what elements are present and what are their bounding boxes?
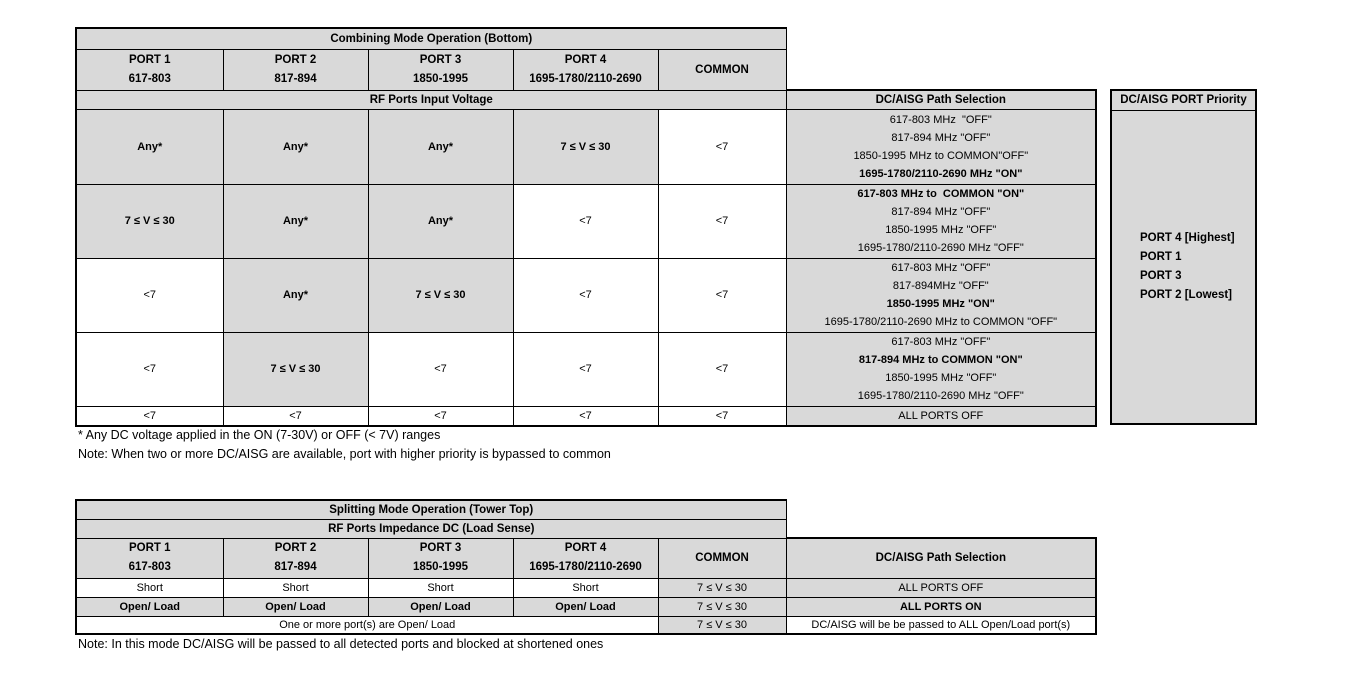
col-header-port4 — [513, 49, 658, 90]
impedance-span-cell: One or more port(s) are Open/ Load — [76, 616, 658, 634]
path-selection-cell — [786, 109, 1096, 184]
voltage-cell: 7 ≤ V ≤ 30 — [223, 332, 368, 406]
priority-item: PORT 3 — [1140, 270, 1182, 282]
path-line: 1850-1995 MHz "OFF" — [885, 372, 997, 384]
path-selection-cell — [786, 332, 1096, 406]
voltage-cell: Any* — [76, 109, 223, 184]
splitting-mode-table — [75, 499, 1097, 635]
port3-label: PORT 3 — [419, 53, 462, 66]
port3-label: PORT 3 — [419, 542, 462, 554]
path-line: 1695-1780/2110-2690 MHz "OFF" — [857, 242, 1024, 254]
voltage-cell: Any* — [223, 258, 368, 332]
path-line: 617-803 MHz "OFF" — [889, 113, 992, 126]
path-selection-cell: DC/AISG will be be passed to ALL Open/Load port(s) — [786, 616, 1096, 634]
priority-panel-body — [1112, 111, 1255, 423]
path-selection-header: DC/AISG Path Selection — [786, 538, 1096, 578]
port1-label: PORT 1 — [128, 542, 171, 554]
path-line: ALL PORTS OFF — [898, 409, 984, 422]
port4-label: PORT 4 — [564, 53, 607, 66]
col-header-port2 — [223, 538, 368, 578]
voltage-cell: Any* — [223, 184, 368, 258]
spacer-cell — [786, 500, 1096, 519]
path-selection-cell: ALL PORTS ON — [786, 597, 1096, 616]
col-header-port2 — [223, 49, 368, 90]
voltage-cell: Any* — [223, 109, 368, 184]
port1-freq: 617-803 — [128, 72, 171, 85]
col-header-port4 — [513, 538, 658, 578]
common-voltage-cell: 7 ≤ V ≤ 30 — [658, 578, 786, 597]
voltage-cell: Any* — [368, 184, 513, 258]
port3-freq: 1850-1995 — [413, 561, 468, 573]
voltage-cell: <7 — [513, 184, 658, 258]
voltage-cell: 7 ≤ V ≤ 30 — [513, 109, 658, 184]
path-line: 817-894 MHz "OFF" — [891, 206, 991, 218]
col-header-port1 — [76, 49, 223, 90]
priority-item: PORT 1 — [1140, 251, 1182, 263]
dc-aisg-port-priority-panel — [1110, 89, 1257, 425]
voltage-cell: 7 ≤ V ≤ 30 — [368, 258, 513, 332]
path-selection-header: DC/AISG Path Selection — [786, 90, 1096, 109]
path-line-active: 1695-1780/2110-2690 MHz "ON" — [859, 167, 1023, 180]
footnote-priority-note: Note: When two or more DC/AISG are available, port with higher priority is bypassed to common — [78, 447, 611, 461]
voltage-cell: <7 — [76, 258, 223, 332]
combining-mode-table — [75, 27, 1097, 427]
impedance-cell: Open/ Load — [223, 597, 368, 616]
footnote-asterisk: * Any DC voltage applied in the ON (7-30V) or OFF (< 7V) ranges — [78, 428, 441, 442]
voltage-cell: 7 ≤ V ≤ 30 — [76, 184, 223, 258]
splitting-table-title: Splitting Mode Operation (Tower Top) — [76, 500, 786, 519]
path-selection-cell — [786, 258, 1096, 332]
port4-freq: 1695-1780/2110-2690 — [529, 561, 642, 573]
voltage-cell: <7 — [368, 332, 513, 406]
path-line-active: 1850-1995 MHz "ON" — [886, 298, 995, 310]
port1-label: PORT 1 — [128, 53, 171, 66]
port4-freq: 1695-1780/2110-2690 — [529, 72, 642, 85]
voltage-cell: <7 — [223, 406, 368, 426]
path-line-active: 617-803 MHz to COMMON "ON" — [857, 188, 1025, 200]
path-line: 817-894MHz "OFF" — [892, 280, 989, 292]
spacer-cell — [786, 49, 1096, 90]
path-line: 617-803 MHz "OFF" — [891, 262, 991, 274]
col-header-common: COMMON — [658, 538, 786, 578]
path-line: 1695-1780/2110-2690 MHz to COMMON "OFF" — [824, 316, 1058, 328]
voltage-cell: <7 — [658, 184, 786, 258]
footnote-splitting-note: Note: In this mode DC/AISG will be passed to all detected ports and blocked at shortened ones — [78, 637, 604, 651]
port2-freq: 817-894 — [274, 72, 317, 85]
impedance-cell: Open/ Load — [368, 597, 513, 616]
combining-table-title: Combining Mode Operation (Bottom) — [76, 28, 786, 49]
impedance-cell: Open/ Load — [513, 597, 658, 616]
path-selection-cell: ALL PORTS OFF — [786, 578, 1096, 597]
port4-label: PORT 4 — [564, 542, 607, 554]
rf-ports-impedance-header: RF Ports Impedance DC (Load Sense) — [76, 519, 786, 538]
voltage-cell: <7 — [658, 109, 786, 184]
priority-item: PORT 4 [Highest] — [1140, 232, 1235, 244]
spacer-cell — [786, 28, 1096, 49]
spacer-cell — [786, 519, 1096, 538]
voltage-cell: Any* — [368, 109, 513, 184]
path-line: 1850-1995 MHz to COMMON"OFF" — [853, 149, 1029, 162]
path-line: 817-894 MHz "OFF" — [891, 131, 991, 144]
voltage-cell: <7 — [513, 258, 658, 332]
voltage-cell: <7 — [368, 406, 513, 426]
path-selection-cell — [786, 184, 1096, 258]
impedance-cell: Short — [76, 578, 223, 597]
impedance-cell: Short — [513, 578, 658, 597]
col-header-common: COMMON — [658, 49, 786, 90]
voltage-cell: <7 — [658, 258, 786, 332]
voltage-cell: <7 — [76, 332, 223, 406]
voltage-cell: <7 — [658, 332, 786, 406]
col-header-port1 — [76, 538, 223, 578]
priority-panel-title: DC/AISG PORT Priority — [1112, 91, 1255, 111]
impedance-cell: Short — [368, 578, 513, 597]
voltage-cell: <7 — [658, 406, 786, 426]
port1-freq: 617-803 — [128, 561, 171, 573]
rf-ports-input-voltage-header: RF Ports Input Voltage — [76, 90, 786, 109]
impedance-cell: Open/ Load — [76, 597, 223, 616]
priority-item: PORT 2 [Lowest] — [1140, 289, 1233, 301]
port2-label: PORT 2 — [274, 53, 317, 66]
col-header-port3 — [368, 49, 513, 90]
impedance-cell: Short — [223, 578, 368, 597]
path-selection-cell — [786, 406, 1096, 426]
voltage-cell: <7 — [513, 406, 658, 426]
port3-freq: 1850-1995 — [413, 72, 468, 85]
port2-label: PORT 2 — [274, 542, 317, 554]
voltage-cell: <7 — [513, 332, 658, 406]
col-header-port3 — [368, 538, 513, 578]
common-voltage-cell: 7 ≤ V ≤ 30 — [658, 597, 786, 616]
path-line-active: 817-894 MHz to COMMON "ON" — [858, 354, 1023, 366]
voltage-cell: <7 — [76, 406, 223, 426]
path-line: 617-803 MHz "OFF" — [891, 336, 991, 348]
port2-freq: 817-894 — [274, 561, 317, 573]
path-line: 1695-1780/2110-2690 MHz "OFF" — [857, 390, 1024, 402]
path-line: 1850-1995 MHz "OFF" — [885, 224, 997, 236]
common-voltage-cell: 7 ≤ V ≤ 30 — [658, 616, 786, 634]
